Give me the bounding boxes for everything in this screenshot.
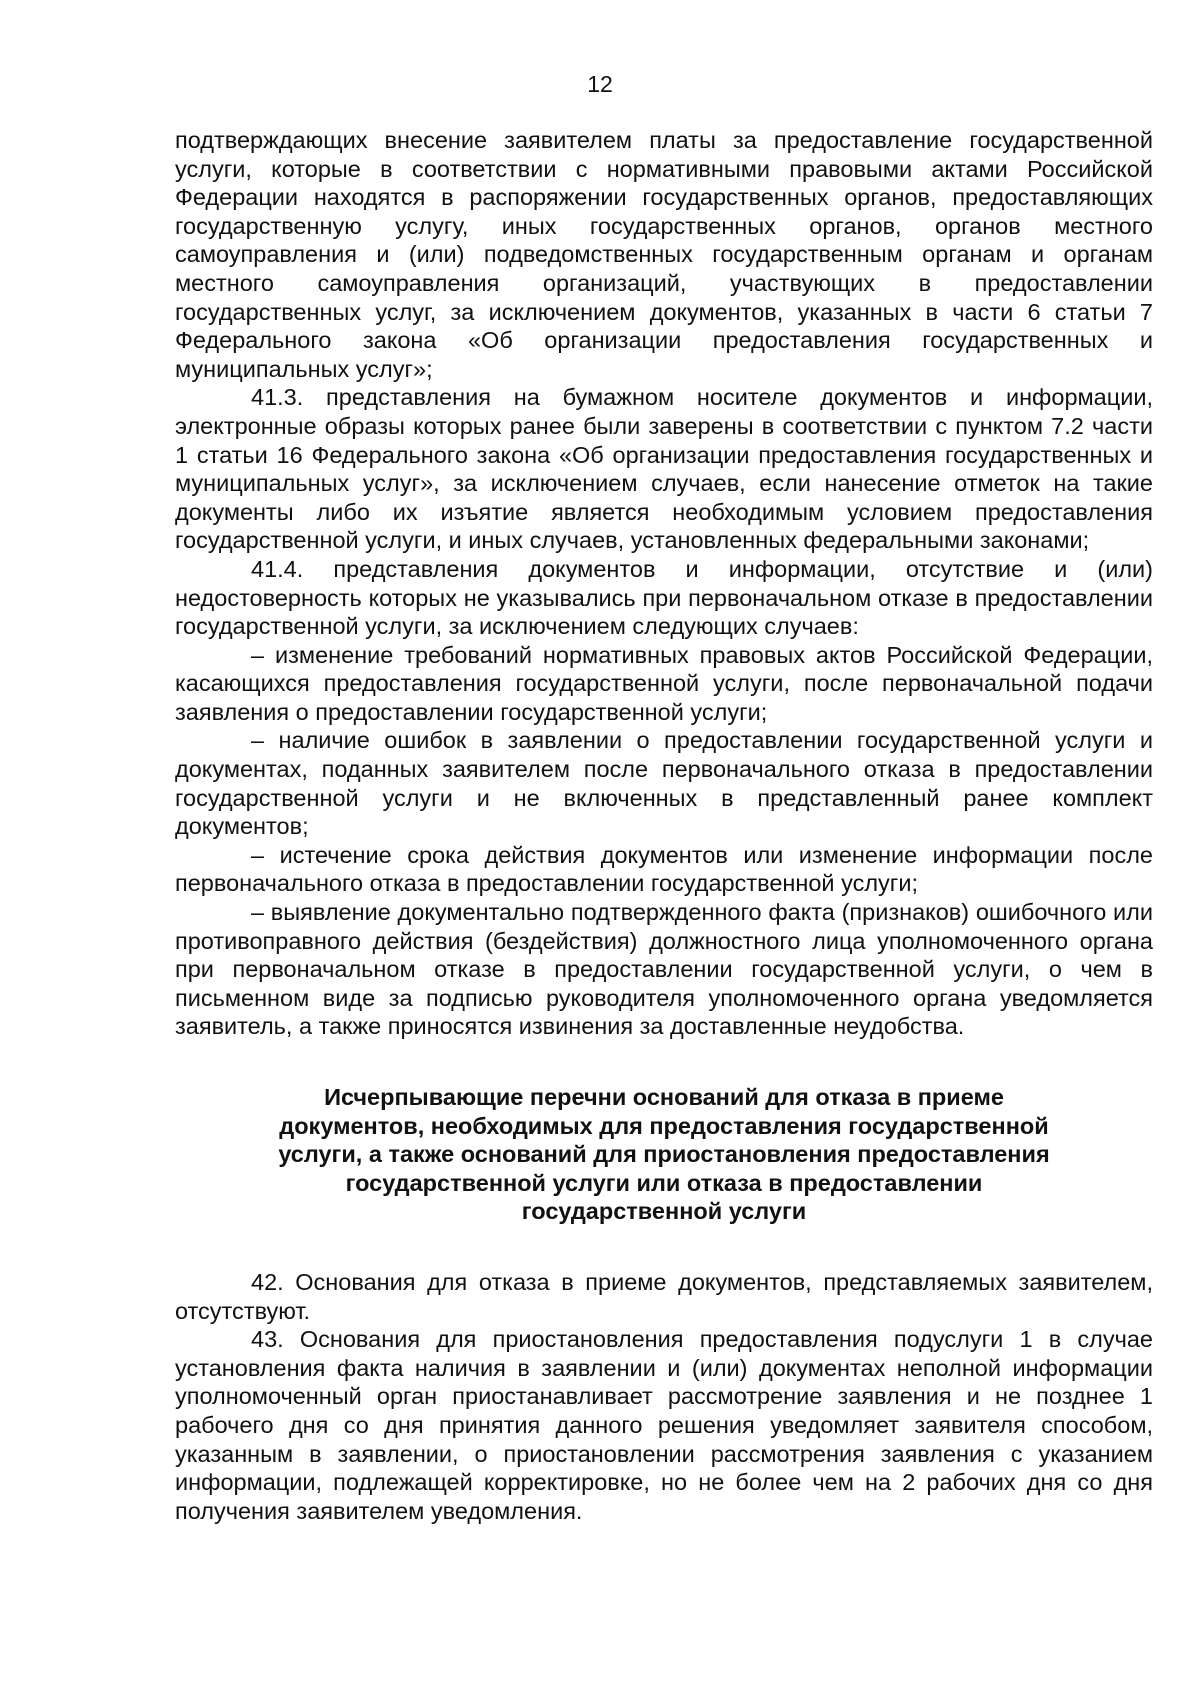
section-heading: Исчерпывающие перечни оснований для отказа в приеме документов, необходимых для предоставления государственной услуги, а также оснований для приостановления предоставления государственной услуги или отказа в предоставлении государственной услуги — [278, 1084, 1050, 1225]
page-number: 12 — [587, 71, 613, 97]
item-41-3: 41.3. представления на бумажном носителе документов и информации, электронные образы которых ранее были заверены в соответствии с пунктом 7.2 части 1 статьи 16 Федерального закона «Об организации предоставления государственных и муниципальных услуг», за исключением случаев, если нанесение отметок на такие документы либо их изъятие является необходимым условием предоставления государственной услуги, и иных случаев, установленных федеральными законами; — [175, 384, 1153, 554]
document-body — [175, 126, 1153, 1525]
paragraph-continuation: подтверждающих внесение заявителем платы за предоставление государственной услуги, которые в соответствии с нормативными правовыми актами Российской Федерации находятся в распоряжении государственных органов, предоставляющих государственную услугу, иных государственных органов, органов местного самоуправления и (или) подведомственных государственным органам и органам местного самоуправления организаций, участвующих в предоставлении государственных услуг, за исключением документов, указанных в части 6 статьи 7 Федерального закона «Об организации предоставления государственных и муниципальных услуг»; — [175, 127, 1153, 382]
dash-item-2: – наличие ошибок в заявлении о предоставлении государственной услуги и документах, поданных заявителем после первоначального отказа в предоставлении государственной услуги и не включенных в представленный ранее комплект документов; — [175, 727, 1153, 840]
item-43: 43. Основания для приостановления предоставления подуслуги 1 в случае установления факта наличия в заявлении и (или) документах неполной информации уполномоченный орган приостанавливает рассмотрение заявления и не позднее 1 рабочего дня со дня принятия данного решения уведомляет заявителя способом, указанным в заявлении, о приостановлении рассмотрения заявления с указанием информации, подлежащей корректировке, но не более чем на 2 рабочих дня со дня получения заявителем уведомления. — [175, 1326, 1153, 1524]
item-41-4: 41.4. представления документов и информации, отсутствие и (или) недостоверность которых не указывались при первоначальном отказе в предоставлении государственной услуги, за исключением следующих случаев: — [175, 555, 1153, 640]
dash-item-1: – изменение требований нормативных правовых актов Российской Федерации, касающихся предоставления государственной услуги, после первоначальной подачи заявления о предоставлении государственной услуги; — [175, 641, 1153, 725]
item-42: 42. Основания для отказа в приеме документов, представляемых заявителем, отсутствуют. — [175, 1268, 1153, 1324]
dash-item-3: – истечение срока действия документов или изменение информации после первоначального отказа в предоставлении государственной услуги; — [175, 841, 1153, 897]
dash-item-4: – выявление документально подтвержденного факта (признаков) ошибочного или противоправного действия (бездействия) должностного лица уполномоченного органа при первоначальном отказе в предоставлении государственной услуги, о чем в письменном виде за подписью руководителя уполномоченного органа уведомляется заявитель, а также приносятся извинения за доставленные неудобства. — [175, 899, 1153, 1040]
